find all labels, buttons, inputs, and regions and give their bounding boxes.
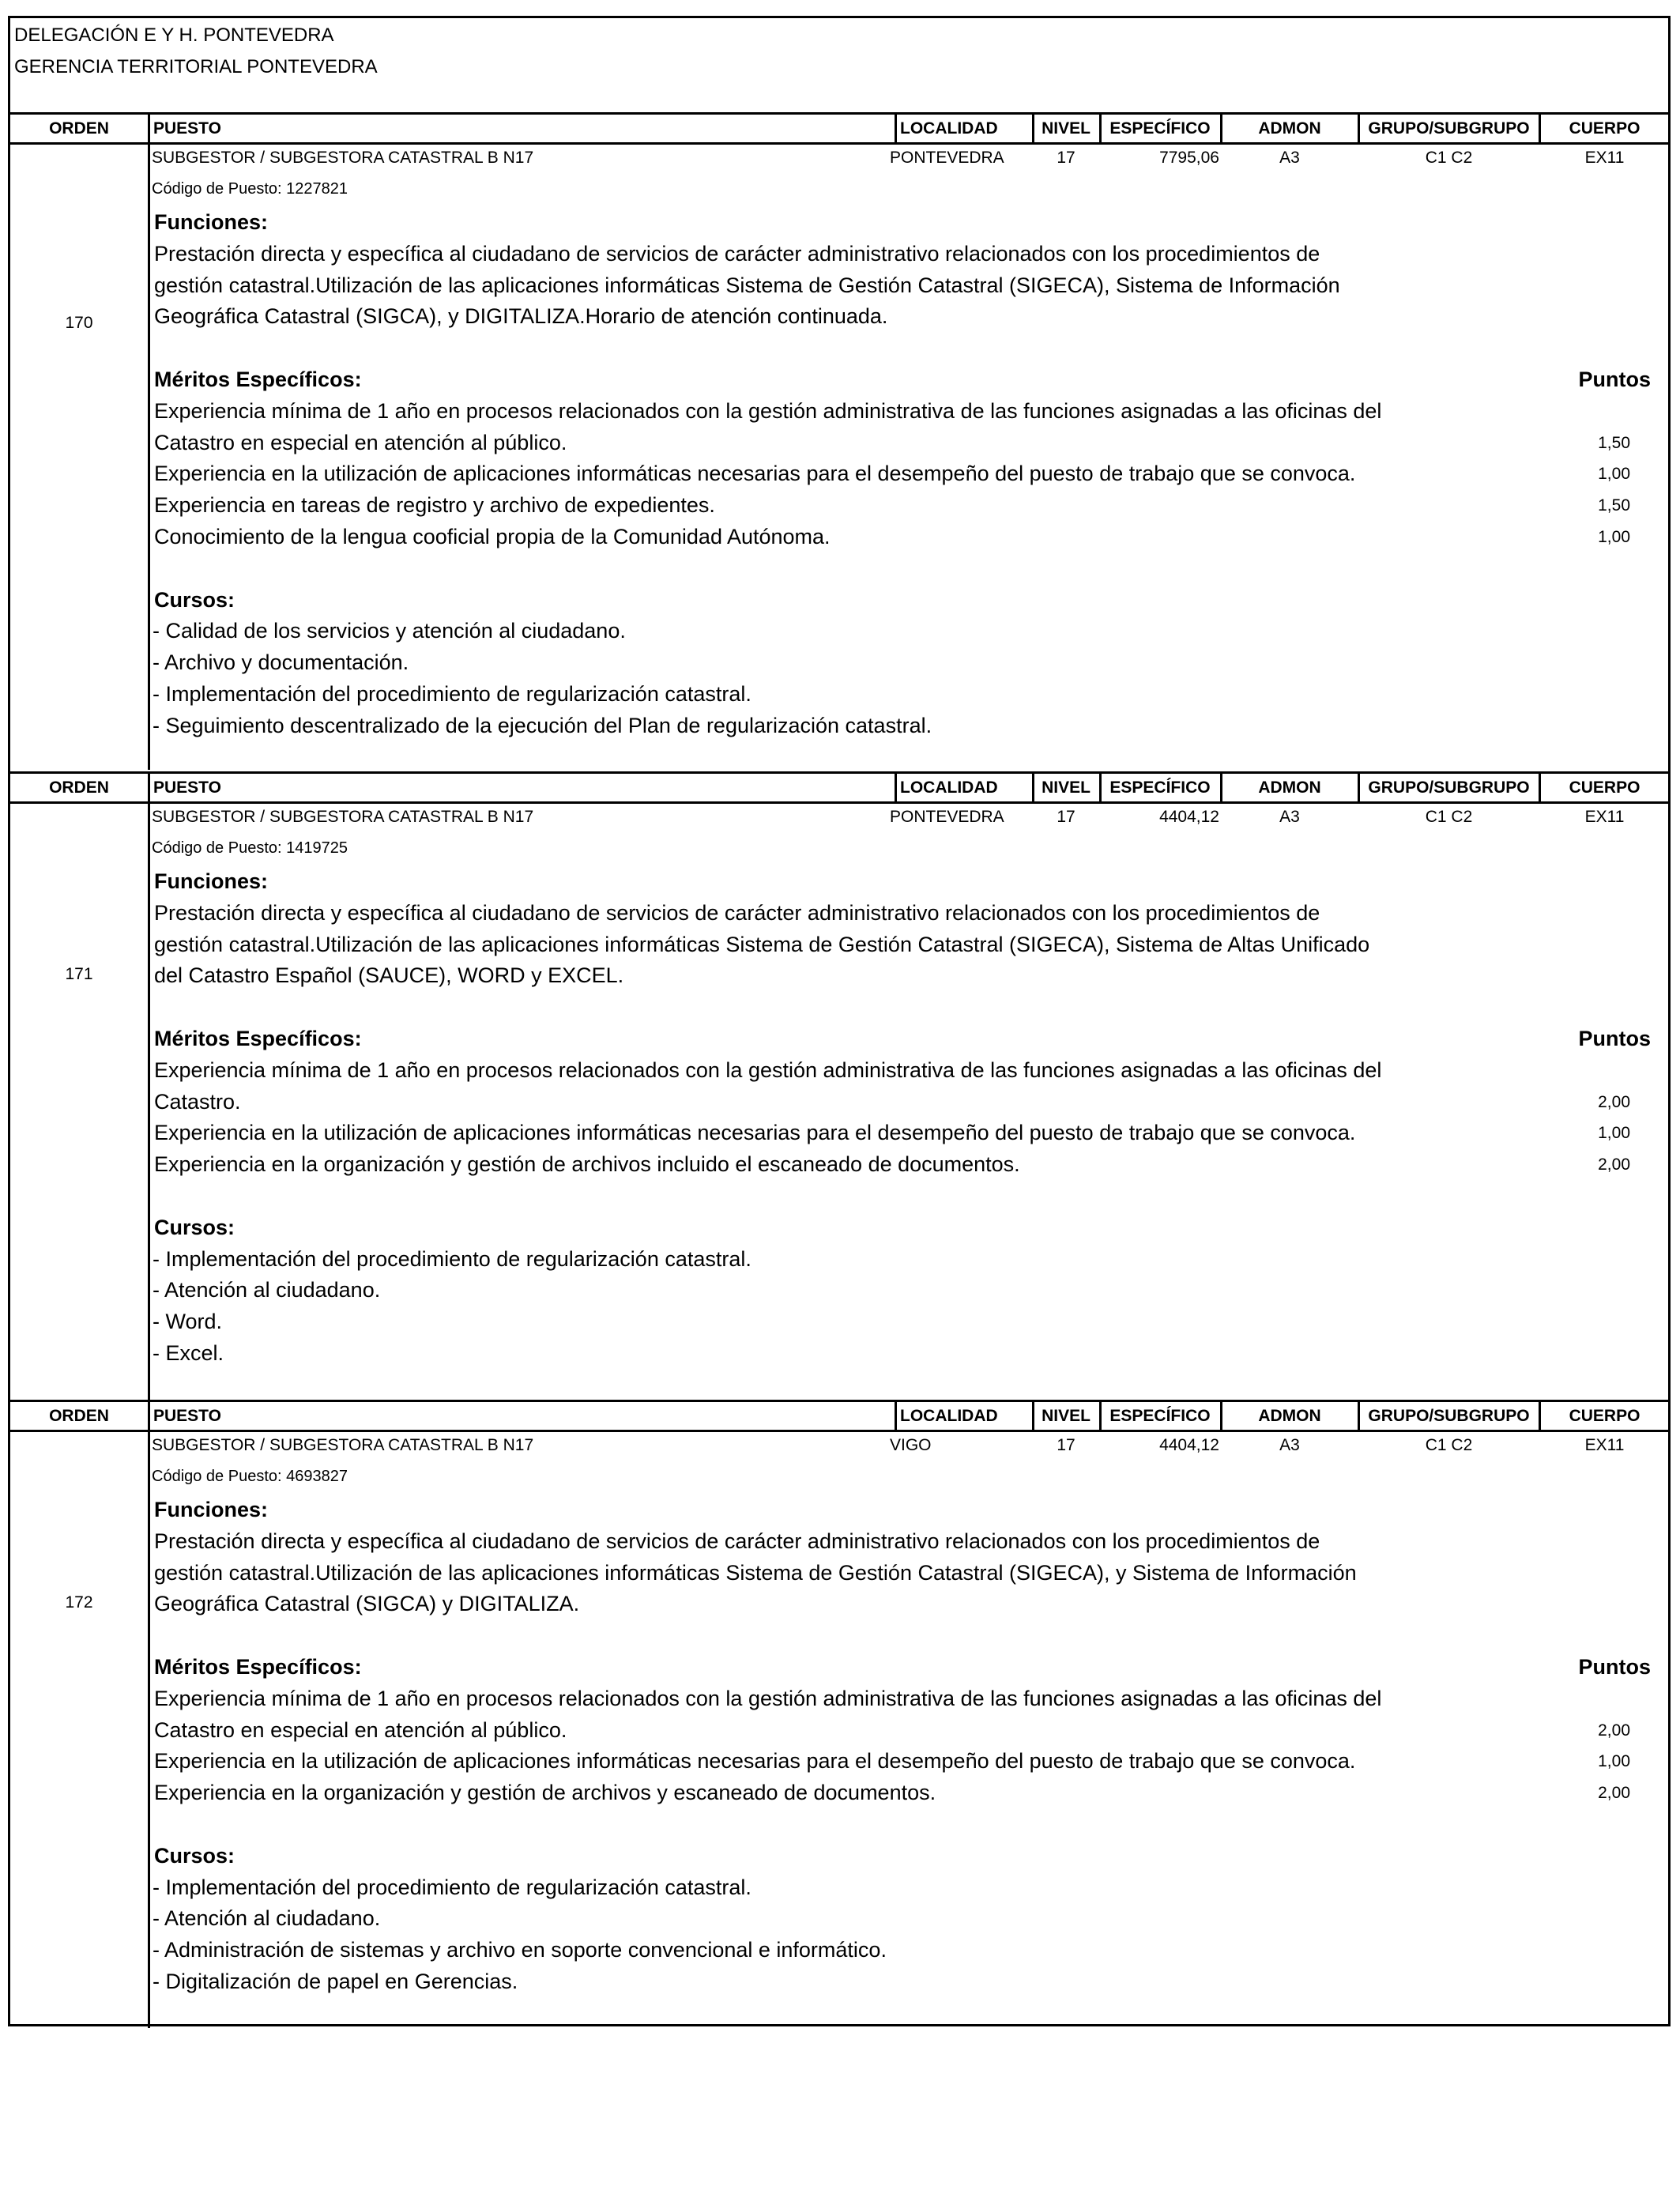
col-header-grupo: GRUPO/SUBGRUPO <box>1368 1407 1530 1425</box>
col-header-orden: ORDEN <box>49 119 109 138</box>
orden-divider <box>148 804 150 1400</box>
merito-line: Experiencia mínima de 1 año en procesos relacionados con la gestión administrativa de las funciones asignadas a las oficinas del <box>154 399 1382 423</box>
nivel-value: 17 <box>1057 808 1075 826</box>
puntos-label: Puntos <box>1578 368 1651 391</box>
especifico-value: 7795,06 <box>1159 149 1219 167</box>
document-table <box>8 16 1671 2026</box>
col-header-puesto: PUESTO <box>153 119 221 138</box>
especifico-value: 4404,12 <box>1159 808 1219 826</box>
meritos-label: Méritos Específicos: <box>154 368 362 391</box>
puntos-value: 1,00 <box>1598 528 1630 546</box>
localidad-value: PONTEVEDRA <box>890 808 1004 826</box>
col-header-admon: ADMON <box>1258 1407 1321 1425</box>
col-divider <box>148 774 150 801</box>
curso-line: - Seguimiento descentralizado de la ejecución del Plan de regularización catastral. <box>153 714 932 737</box>
col-header-admon: ADMON <box>1258 119 1321 138</box>
meritos-label: Méritos Específicos: <box>154 1655 362 1679</box>
funciones-line: gestión catastral.Utilización de las aplicaciones informáticas Sistema de Gestión Catastral (SIGECA), Sistema de Altas Unificado <box>154 933 1370 956</box>
especifico-value: 4404,12 <box>1159 1436 1219 1454</box>
curso-line: - Administración de sistemas y archivo en soporte convencional e informático. <box>153 1938 887 1962</box>
funciones-line: gestión catastral.Utilización de las aplicaciones informáticas Sistema de Gestión Catastral (SIGECA), Sistema de Información <box>154 273 1340 297</box>
puntos-value: 1,50 <box>1598 496 1630 515</box>
col-header-grupo: GRUPO/SUBGRUPO <box>1368 119 1530 138</box>
cuerpo-value: EX11 <box>1584 808 1625 826</box>
merito-line: Experiencia en tareas de registro y archivo de expedientes. <box>154 493 715 517</box>
col-divider <box>895 1402 897 1430</box>
orden-divider <box>148 1432 150 2028</box>
cursos-label: Cursos: <box>154 1216 235 1239</box>
funciones-label: Funciones: <box>154 210 269 234</box>
merito-line: Catastro en especial en atención al público. <box>154 431 567 454</box>
curso-line: - Excel. <box>153 1341 224 1365</box>
curso-line: - Implementación del procedimiento de regularización catastral. <box>153 1875 751 1899</box>
puntos-label: Puntos <box>1578 1027 1651 1050</box>
curso-line: - Implementación del procedimiento de regularización catastral. <box>153 682 751 706</box>
puntos-value: 1,00 <box>1598 1124 1630 1142</box>
puntos-value: 2,00 <box>1598 1093 1630 1111</box>
puntos-value: 2,00 <box>1598 1721 1630 1740</box>
funciones-line: Geográfica Catastral (SIGCA) y DIGITALIZA. <box>154 1592 580 1615</box>
localidad-value: VIGO <box>890 1436 932 1454</box>
orden-number: 170 <box>65 314 93 332</box>
col-header-puesto: PUESTO <box>153 1407 221 1425</box>
puntos-value: 1,50 <box>1598 434 1630 452</box>
funciones-line: Geográfica Catastral (SIGCA), y DIGITALIZA.Horario de atención continuada. <box>154 304 888 328</box>
codigo-puesto: Código de Puesto: 1227821 <box>152 180 348 198</box>
merito-line: Experiencia en la organización y gestión de archivos incluido el escaneado de documentos. <box>154 1152 1020 1176</box>
cuerpo-value: EX11 <box>1584 1436 1625 1454</box>
puntos-value: 2,00 <box>1598 1784 1630 1802</box>
col-header-admon: ADMON <box>1258 778 1321 797</box>
merito-line: Conocimiento de la lengua cooficial propia de la Comunidad Autónoma. <box>154 525 831 548</box>
merito-line: Experiencia mínima de 1 año en procesos relacionados con la gestión administrativa de las funciones asignadas a las oficinas del <box>154 1058 1382 1082</box>
merito-line: Experiencia en la utilización de aplicaciones informáticas necesarias para el desempeño del puesto de trabajo que se convoca. <box>154 462 1356 485</box>
puntos-value: 1,00 <box>1598 465 1630 483</box>
col-header-orden: ORDEN <box>49 1407 109 1425</box>
admon-value: A3 <box>1279 149 1300 167</box>
curso-line: - Word. <box>153 1310 223 1333</box>
funciones-line: del Catastro Español (SAUCE), WORD y EXCEL. <box>154 963 624 987</box>
admon-value: A3 <box>1279 1436 1300 1454</box>
col-header-localidad: LOCALIDAD <box>900 119 998 138</box>
merito-line: Experiencia mínima de 1 año en procesos relacionados con la gestión administrativa de las funciones asignadas a las oficinas del <box>154 1687 1382 1710</box>
funciones-line: Prestación directa y específica al ciudadano de servicios de carácter administrativo relacionados con los procedimientos de <box>154 1529 1320 1553</box>
codigo-puesto: Código de Puesto: 4693827 <box>152 1468 348 1485</box>
col-header-nivel: NIVEL <box>1042 119 1090 138</box>
nivel-value: 17 <box>1057 1436 1075 1454</box>
funciones-line: gestión catastral.Utilización de las aplicaciones informáticas Sistema de Gestión Catastral (SIGECA), y Sistema de Información <box>154 1561 1357 1585</box>
curso-line: - Digitalización de papel en Gerencias. <box>153 1970 518 1993</box>
col-divider <box>895 115 897 142</box>
puesto-name: SUBGESTOR / SUBGESTORA CATASTRAL B N17 <box>152 808 534 826</box>
col-header-localidad: LOCALIDAD <box>900 1407 998 1425</box>
col-header-cuerpo: CUERPO <box>1569 778 1640 797</box>
puntos-label: Puntos <box>1578 1655 1651 1679</box>
curso-line: - Atención al ciudadano. <box>153 1906 381 1930</box>
localidad-value: PONTEVEDRA <box>890 149 1004 167</box>
col-header-cuerpo: CUERPO <box>1569 1407 1640 1425</box>
cursos-label: Cursos: <box>154 1844 235 1868</box>
curso-line: - Atención al ciudadano. <box>153 1278 381 1302</box>
position-section <box>10 804 1668 1400</box>
curso-line: - Calidad de los servicios y atención al ciudadano. <box>153 619 626 643</box>
position-section <box>10 1432 1668 2028</box>
funciones-label: Funciones: <box>154 1498 269 1521</box>
orden-number: 171 <box>65 965 93 983</box>
delegation-title: DELEGACIÓN E Y H. PONTEVEDRA <box>14 25 334 46</box>
grupo-value: C1 C2 <box>1425 1436 1473 1454</box>
nivel-value: 17 <box>1057 149 1075 167</box>
column-header-row <box>10 771 1668 804</box>
col-divider <box>148 115 150 142</box>
col-header-especifico: ESPECÍFICO <box>1109 778 1211 797</box>
grupo-value: C1 C2 <box>1425 149 1473 167</box>
col-header-cuerpo: CUERPO <box>1569 119 1640 138</box>
column-header-row <box>10 1400 1668 1432</box>
admon-value: A3 <box>1279 808 1300 826</box>
grupo-value: C1 C2 <box>1425 808 1473 826</box>
puntos-value: 2,00 <box>1598 1155 1630 1174</box>
curso-line: - Archivo y documentación. <box>153 650 409 674</box>
meritos-label: Méritos Específicos: <box>154 1027 362 1050</box>
merito-line: Catastro. <box>154 1090 241 1114</box>
merito-line: Catastro en especial en atención al público. <box>154 1718 567 1742</box>
position-section <box>10 145 1668 770</box>
col-divider <box>148 1402 150 1430</box>
orden-divider <box>148 145 150 770</box>
puntos-value: 1,00 <box>1598 1752 1630 1770</box>
merito-line: Experiencia en la organización y gestión de archivos y escaneado de documentos. <box>154 1781 936 1804</box>
col-header-grupo: GRUPO/SUBGRUPO <box>1368 778 1530 797</box>
col-header-nivel: NIVEL <box>1042 778 1090 797</box>
col-divider <box>895 774 897 801</box>
curso-line: - Implementación del procedimiento de regularización catastral. <box>153 1247 751 1271</box>
col-header-orden: ORDEN <box>49 778 109 797</box>
column-header-row <box>10 112 1668 145</box>
col-header-localidad: LOCALIDAD <box>900 778 998 797</box>
orden-number: 172 <box>65 1593 93 1612</box>
cursos-label: Cursos: <box>154 588 235 612</box>
funciones-line: Prestación directa y específica al ciudadano de servicios de carácter administrativo relacionados con los procedimientos de <box>154 901 1320 925</box>
codigo-puesto: Código de Puesto: 1419725 <box>152 839 348 857</box>
puesto-name: SUBGESTOR / SUBGESTORA CATASTRAL B N17 <box>152 1436 534 1454</box>
col-header-nivel: NIVEL <box>1042 1407 1090 1425</box>
merito-line: Experiencia en la utilización de aplicaciones informáticas necesarias para el desempeño del puesto de trabajo que se convoca. <box>154 1121 1356 1144</box>
merito-line: Experiencia en la utilización de aplicaciones informáticas necesarias para el desempeño del puesto de trabajo que se convoca. <box>154 1749 1356 1773</box>
col-header-puesto: PUESTO <box>153 778 221 797</box>
funciones-label: Funciones: <box>154 869 269 893</box>
cuerpo-value: EX11 <box>1584 149 1625 167</box>
col-header-especifico: ESPECÍFICO <box>1109 1407 1211 1425</box>
puesto-name: SUBGESTOR / SUBGESTORA CATASTRAL B N17 <box>152 149 534 167</box>
gerencia-title: GERENCIA TERRITORIAL PONTEVEDRA <box>14 56 378 77</box>
funciones-line: Prestación directa y específica al ciudadano de servicios de carácter administrativo relacionados con los procedimientos de <box>154 242 1320 266</box>
col-header-especifico: ESPECÍFICO <box>1109 119 1211 138</box>
